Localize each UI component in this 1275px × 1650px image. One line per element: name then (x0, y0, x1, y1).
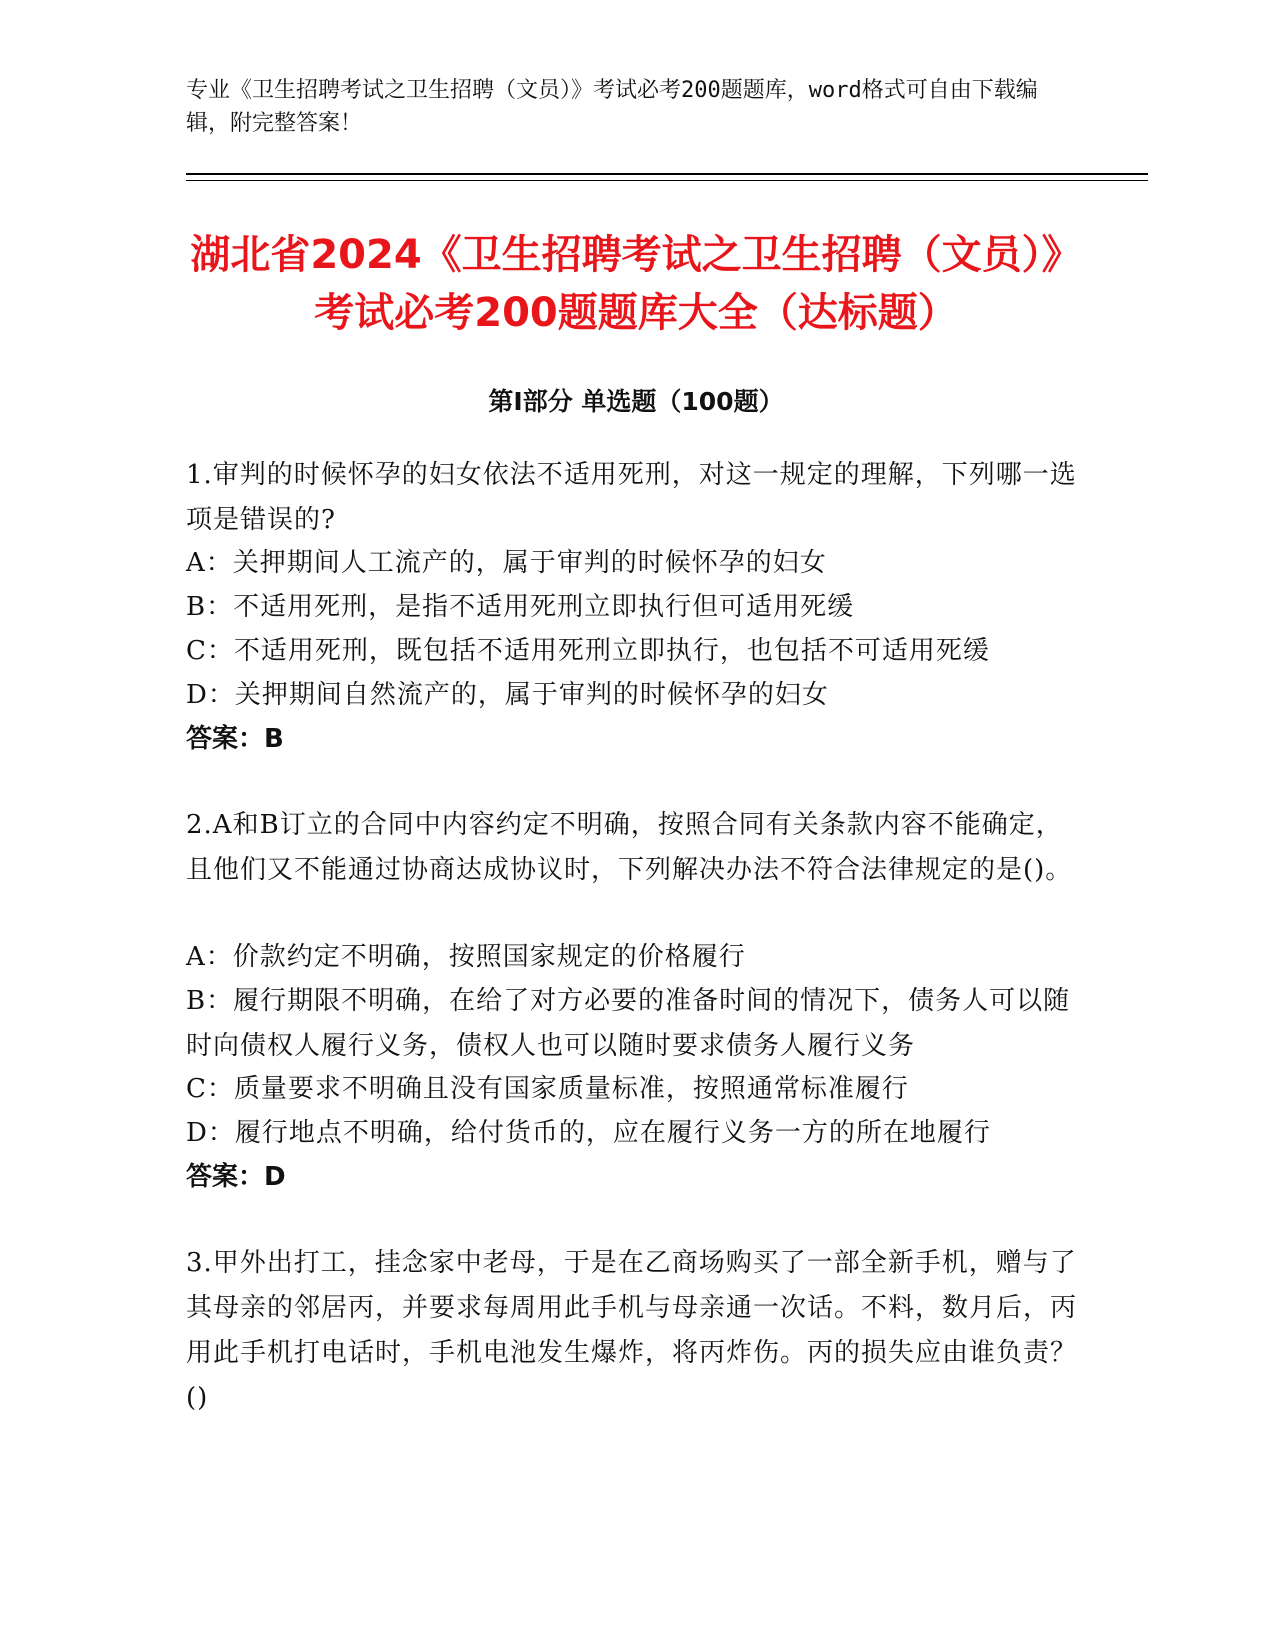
question-1-text: 1.审判的时候怀孕的妇女依法不适用死刑，对这一规定的理解，下列哪一选项是错误的? (186, 460, 1077, 535)
header-divider (186, 173, 1148, 175)
question-2-option-d: D：履行地点不明确，给付货币的，应在履行义务一方的所在地履行 (186, 1118, 991, 1148)
question-1-option-b: B：不适用死刑，是指不适用死刑立即执行但可适用死缓 (186, 592, 855, 622)
question-2-answer: 答案：D (186, 1162, 286, 1192)
question-2-option-b: B：履行期限不明确，在给了对方必要的准备时间的情况下，债务人可以随时向债权人履行义务，债权人也可以随时要求债务人履行义务 (186, 986, 1071, 1061)
question-2-text: 2.A和B订立的合同中内容约定不明确，按照合同有关条款内容不能确定，且他们又不能通过协商达成协议时，下列解决办法不符合法律规定的是()。 (186, 810, 1073, 885)
header-note: 专业《卫生招聘考试之卫生招聘（文员）》考试必考200题题库，word格式可自由下载编辑，附完整答案！ (186, 78, 1038, 136)
question-1-option-c: C：不适用死刑，既包括不适用死刑立即执行，也包括不可适用死缓 (186, 636, 990, 666)
question-1-option-d: D：关押期间自然流产的，属于审判的时候怀孕的妇女 (186, 680, 829, 710)
question-1-option-a: A：关押期间人工流产的，属于审判的时候怀孕的妇女 (186, 548, 827, 578)
header-divider-thin (186, 180, 1148, 181)
question-3-text: 3.甲外出打工，挂念家中老母，于是在乙商场购买了一部全新手机，赠与了其母亲的邻居丙，并要求每周用此手机与母亲通一次话。不料，数月后，丙用此手机打电话时，手机电池发生爆炸，将丙炸伤。丙的损失应由谁负责？() (186, 1248, 1078, 1413)
question-2-option-c: C：质量要求不明确且没有国家质量标准，按照通常标准履行 (186, 1074, 909, 1104)
question-1-answer: 答案：B (186, 724, 284, 754)
question-2-option-a: A：价款约定不明确，按照国家规定的价格履行 (186, 942, 746, 972)
section-title: 第Ⅰ部分 单选题（100题） (488, 387, 784, 416)
document-title: 湖北省2024《卫生招聘考试之卫生招聘（文员）》考试必考200题题库大全（达标题） (190, 232, 1082, 336)
